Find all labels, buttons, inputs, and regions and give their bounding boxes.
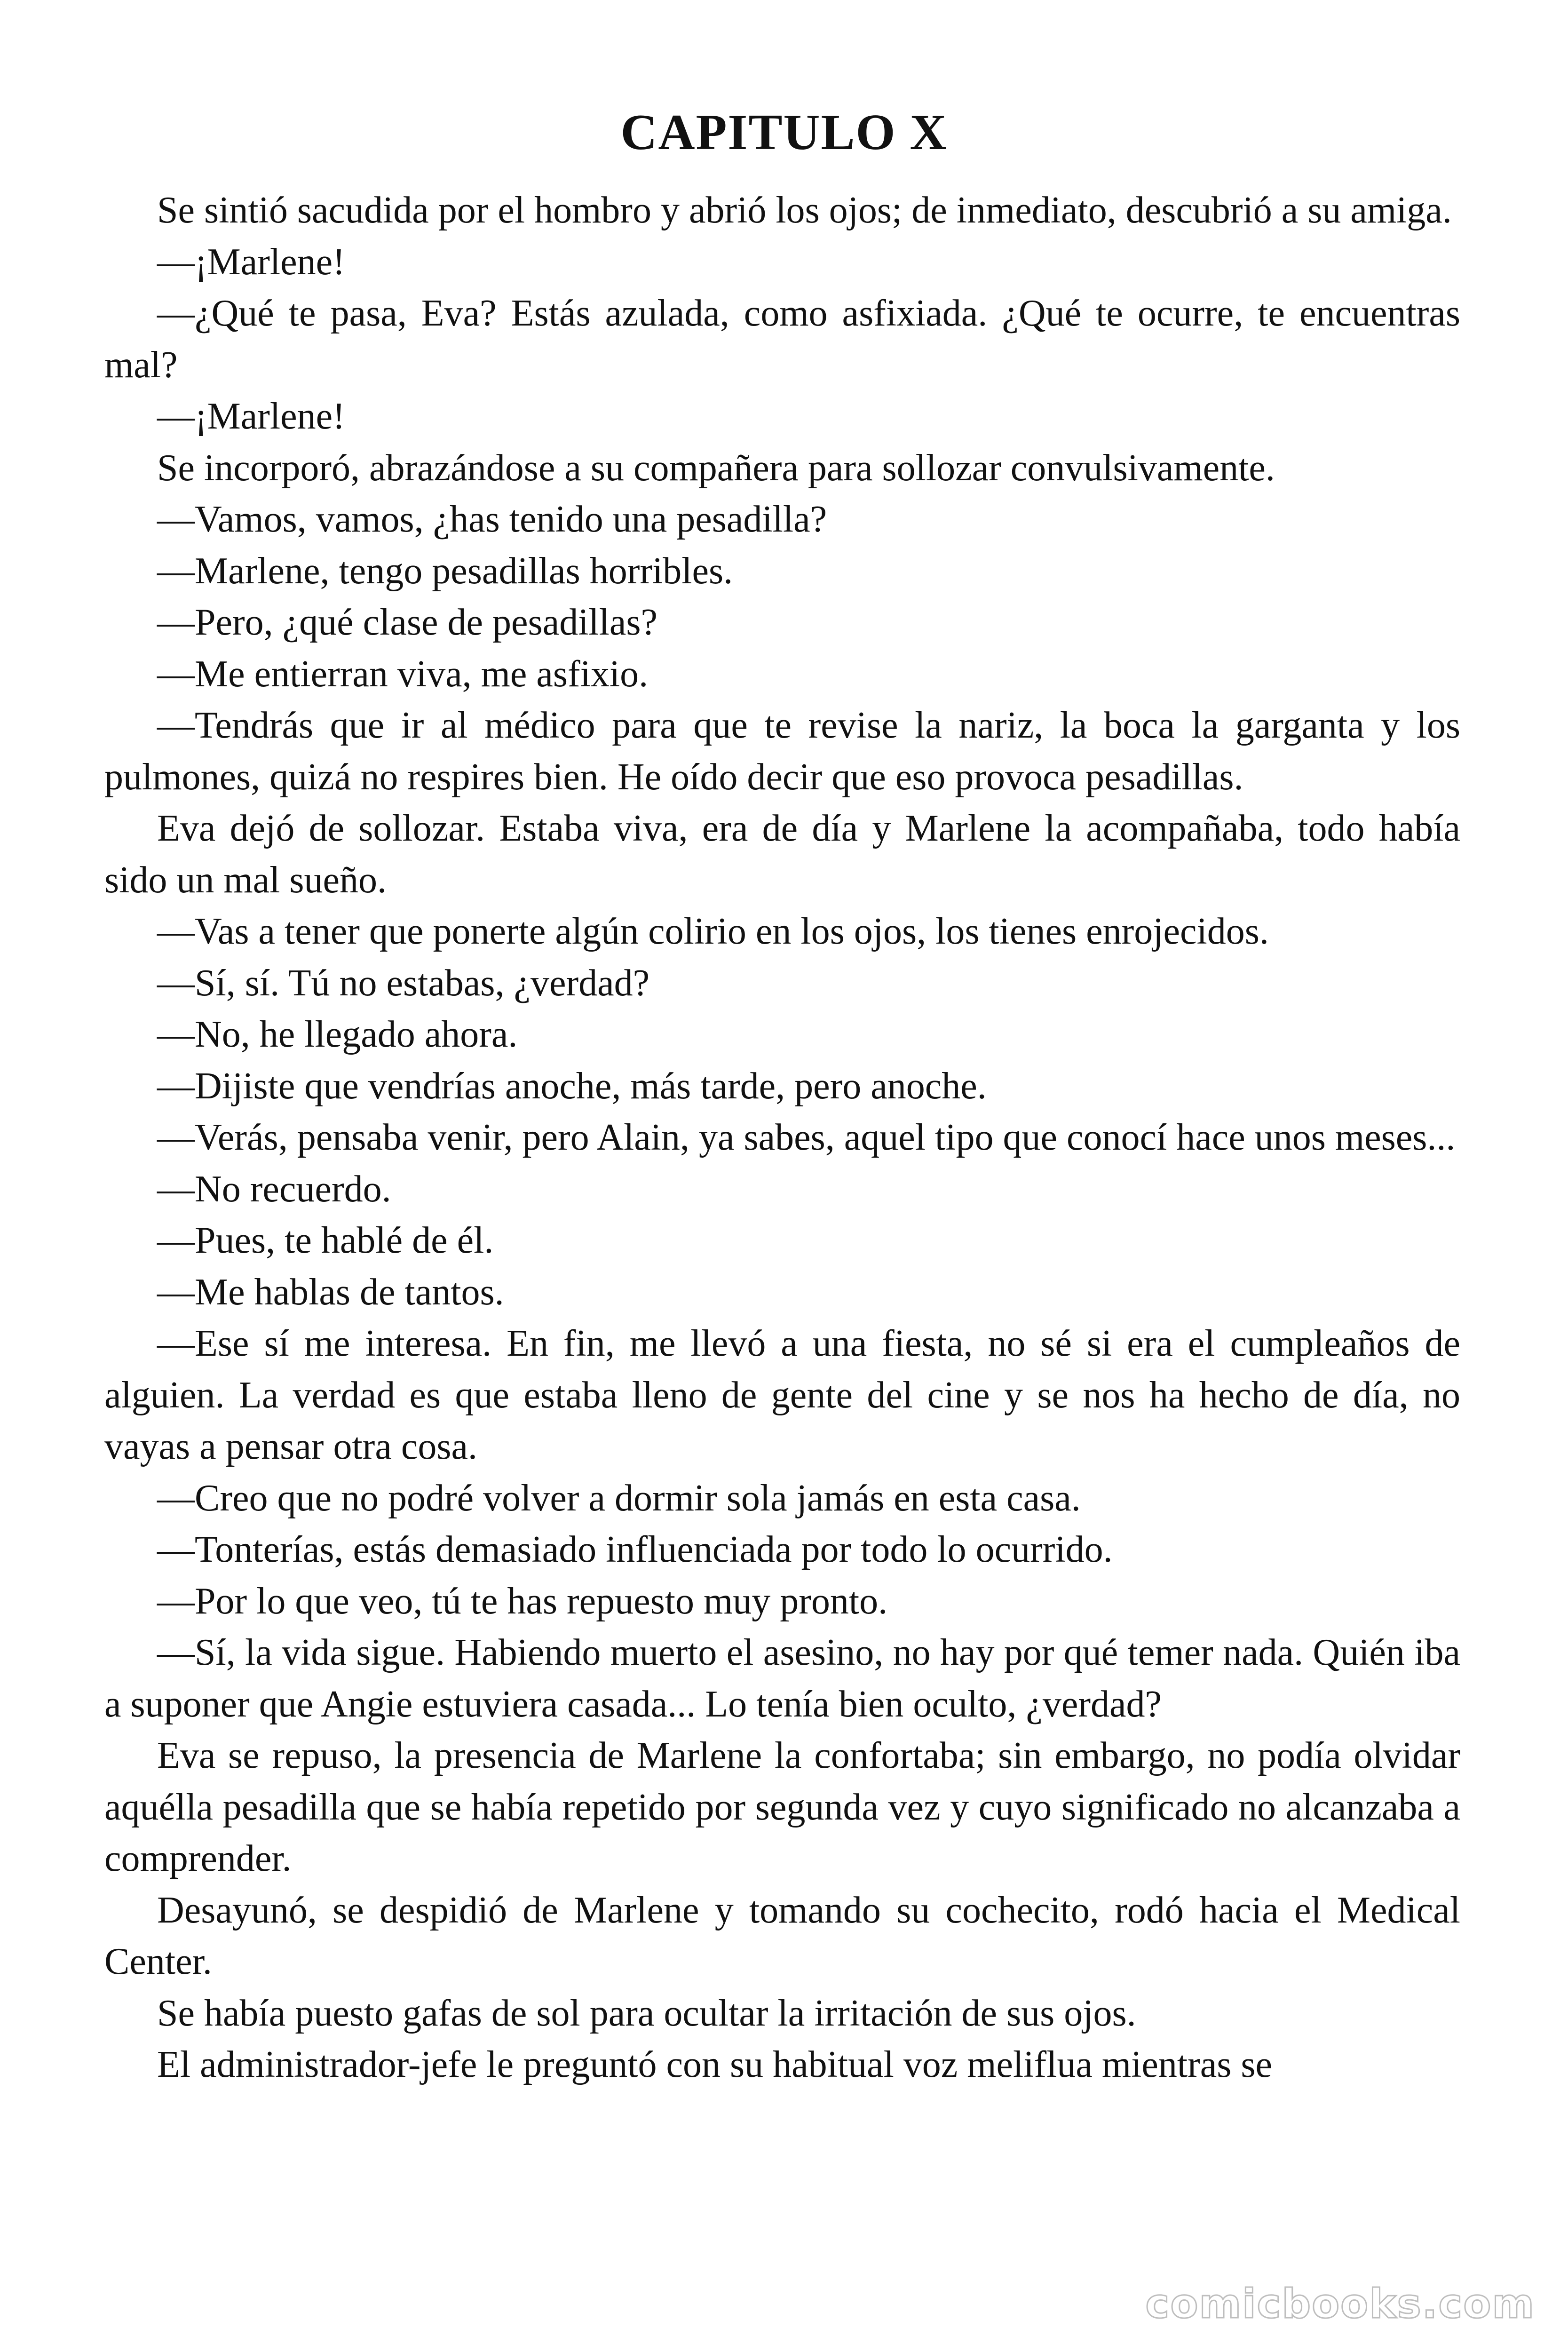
paragraph: El administrador-jefe le preguntó con su habitual voz meliflua mientras se — [157, 2044, 1272, 2085]
paragraph: —Pues, te hablé de él. — [157, 1220, 494, 1261]
paragraph: —No, he llegado ahora. — [157, 1014, 518, 1055]
paragraph: —Sí, sí. Tú no estabas, ¿verdad? — [157, 962, 650, 1004]
paragraph: —No recuerdo. — [157, 1168, 391, 1210]
paragraph: —Vas a tener que ponerte algún colirio en los ojos, los tienes enrojecidos. — [157, 911, 1269, 952]
paragraph: —Marlene, tengo pesadillas horribles. — [157, 550, 733, 592]
paragraph: Eva dejó de sollozar. Estaba viva, era de día y Marlene la acompañaba, todo había sido un mal sueño. — [104, 808, 1460, 901]
site-watermark: comicbooks.com — [1145, 2280, 1535, 2328]
paragraph: —Vamos, vamos, ¿has tenido una pesadilla? — [157, 499, 827, 540]
paragraph: —Me hablas de tantos. — [157, 1271, 504, 1313]
paragraph: —¿Qué te pasa, Eva? Estás azulada, como asfixiada. ¿Qué te ocurre, te encuentras mal? — [104, 293, 1460, 386]
paragraph: —Por lo que veo, tú te has repuesto muy pronto. — [157, 1580, 888, 1622]
paragraph: —Dijiste que vendrías anoche, más tarde, pero anoche. — [157, 1065, 987, 1107]
paragraph: —Sí, la vida sigue. Habiendo muerto el asesino, no hay por qué temer nada. Quién iba a suponer que Angie estuviera casada... Lo tenía bien oculto, ¿verdad? — [104, 1632, 1460, 1725]
paragraph: —¡Marlene! — [157, 241, 345, 283]
paragraph: Eva se repuso, la presencia de Marlene la confortaba; sin embargo, no podía olvidar aquélla pesadilla que se había repetido por segunda vez y cuyo significado no alcanzaba a comprender. — [104, 1735, 1460, 1879]
paragraph: —Tonterías, estás demasiado influenciada por todo lo ocurrido. — [157, 1529, 1113, 1570]
paragraph: —Verás, pensaba venir, pero Alain, ya sabes, aquel tipo que conocí hace unos meses... — [157, 1117, 1456, 1158]
paragraph: Se sintió sacudida por el hombro y abrió los ojos; de inmediato, descubrió a su amiga. — [157, 190, 1452, 231]
paragraph: Se había puesto gafas de sol para ocultar la irritación de sus ojos. — [157, 1992, 1136, 2034]
paragraph: —Me entierran viva, me asfixio. — [157, 653, 649, 695]
paragraph: —Ese sí me interesa. En fin, me llevó a una fiesta, no sé si era el cumpleaños de alguien. La verdad es que estaba lleno de gente del cine y se nos ha hecho de día, no vayas a pensar otra cosa. — [104, 1323, 1460, 1467]
paragraph: —Tendrás que ir al médico para que te revise la nariz, la boca la garganta y los pulmones, quizá no respires bien. He oído decir que eso provoca pesadillas. — [104, 705, 1460, 798]
paragraph: Se incorporó, abrazándose a su compañera para sollozar convulsivamente. — [157, 447, 1275, 489]
paragraph: —Creo que no podré volver a dormir sola jamás en esta casa. — [157, 1477, 1081, 1519]
chapter-title: CAPITULO X — [620, 104, 948, 161]
chapter-body — [104, 185, 1460, 2091]
paragraph: —¡Marlene! — [157, 396, 345, 437]
paragraph: —Pero, ¿qué clase de pesadillas? — [157, 602, 658, 643]
paragraph: Desayunó, se despidió de Marlene y tomando su cochecito, rodó hacia el Medical Center. — [104, 1889, 1460, 1982]
